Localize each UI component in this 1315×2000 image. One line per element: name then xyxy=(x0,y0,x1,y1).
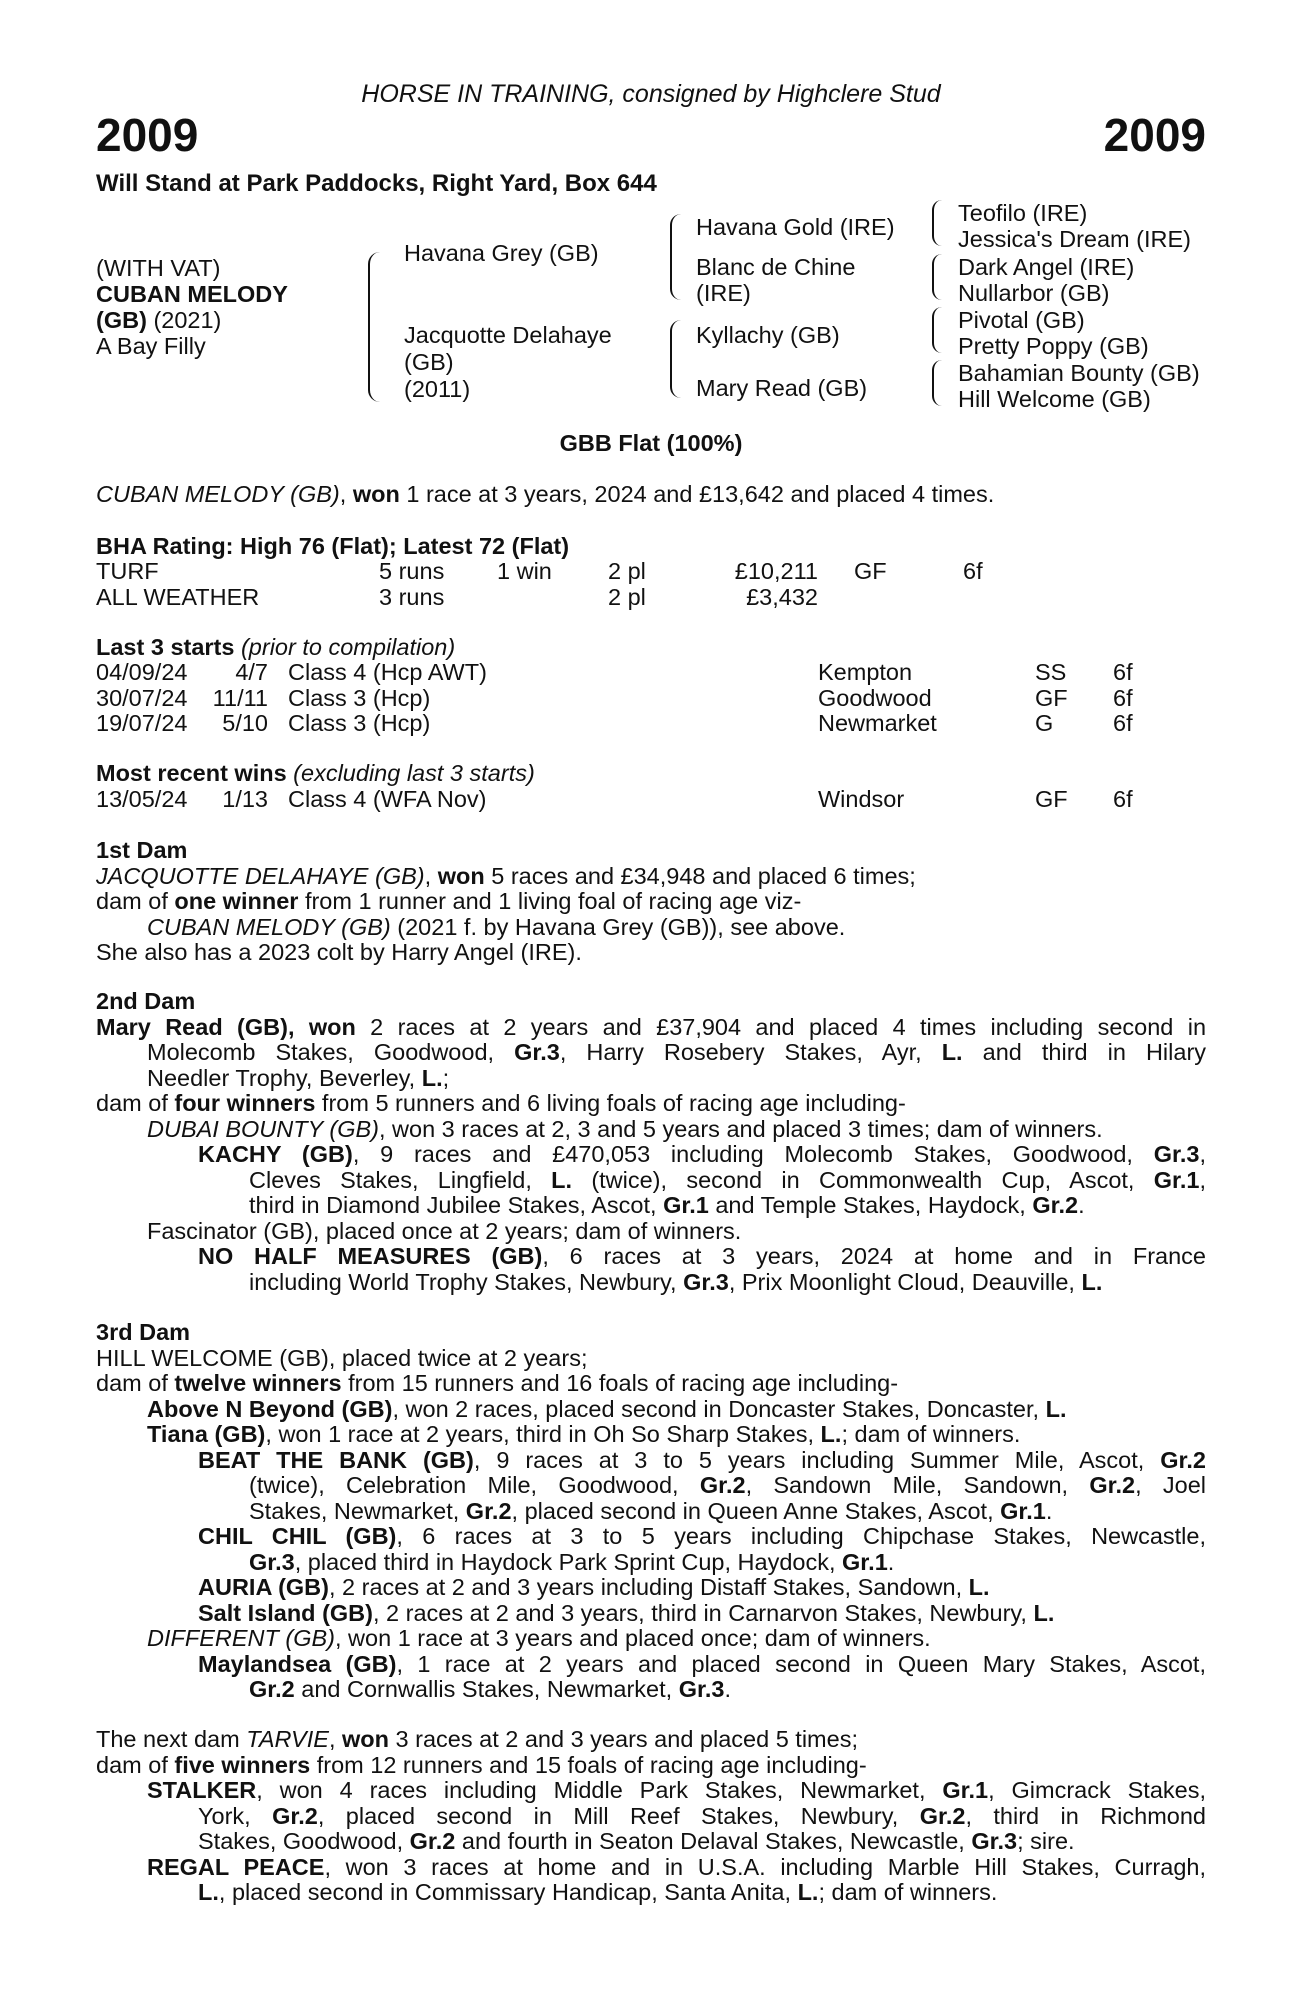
last-start-row-race: Class 3 (Hcp) xyxy=(288,684,431,711)
pedigree-brace-ss xyxy=(932,200,942,246)
grade-label: Gr.2 xyxy=(409,1828,456,1854)
third-dam-line3 xyxy=(96,1397,1206,1423)
next-dam-text: from 12 runners and 15 foals of racing age including- xyxy=(310,1751,867,1778)
produce-text: , won 3 races at 2, 3 and 5 years and placed 3 times; dam of winners. xyxy=(378,1115,1103,1142)
third-dam-line7 xyxy=(96,1499,1206,1525)
produce-name: Salt Island (GB) xyxy=(198,1599,373,1626)
produce-text: , 2 races at 2 and 3 years including Distaff Stakes, Sandown, xyxy=(328,1574,969,1600)
produce-name: REGAL PEACE xyxy=(147,1853,325,1880)
first-dam-line1 xyxy=(96,864,1206,890)
first-dam-text: dam of xyxy=(96,888,175,914)
grade-label: Gr.3 xyxy=(249,1548,295,1575)
second-dam-line8 xyxy=(96,1193,1206,1219)
summary-won: won xyxy=(352,481,400,507)
sds-name: Dark Angel (IRE) xyxy=(958,254,1135,280)
summary-horse-name: CUBAN MELODY (GB) xyxy=(96,481,340,507)
produce-text: and Cornwallis Stakes, Newmarket, xyxy=(294,1676,679,1702)
grade-label: L. xyxy=(1033,1599,1055,1626)
next-dam-line1 xyxy=(96,1727,1206,1753)
sire-sire-name: Havana Gold (IRE) xyxy=(696,214,895,240)
last-start-row-going: SS xyxy=(1035,659,1067,685)
third-dam-title: 3rd Dam xyxy=(96,1319,191,1345)
grade-label: L. xyxy=(198,1879,219,1905)
grade-label: L. xyxy=(941,1039,963,1065)
produce-text: and fourth in Seaton Delaval Stakes, Newcastle, xyxy=(455,1828,972,1854)
grade-label: Gr.2 xyxy=(699,1472,746,1498)
produce-text: , 2 races at 2 and 3 years, third in Carnarvon Stakes, Newbury, xyxy=(372,1599,1034,1626)
sire-dam-line2: (IRE) xyxy=(696,280,751,306)
produce-name: CUBAN MELODY (GB) xyxy=(147,913,391,940)
last-start-row-going: G xyxy=(1035,710,1054,736)
produce-text: Cleves Stakes, Lingfield, xyxy=(249,1166,552,1193)
grade-label: Gr.1 xyxy=(942,1777,989,1803)
recent-wins-heading xyxy=(96,760,535,787)
next-dam-line3 xyxy=(96,1778,1206,1804)
second-dam-won: , won xyxy=(287,1013,356,1040)
produce-text: , won 3 races at home and in U.S.A. including Marble Hill Stakes, Curragh, xyxy=(324,1853,1206,1880)
first-dam-sep: , xyxy=(424,862,438,889)
grade-label: Gr.2 xyxy=(919,1802,966,1829)
first-dam-title: 1st Dam xyxy=(96,837,188,863)
grade-label: L. xyxy=(551,1166,573,1193)
third-dam-line6 xyxy=(96,1473,1206,1499)
second-dam-line3 xyxy=(96,1066,1206,1092)
produce-text: , won 4 races including Middle Park Stakes, Newmarket, xyxy=(256,1777,943,1803)
last-start-row-pos: 5/10 xyxy=(222,710,268,736)
last-start-row-dist: 6f xyxy=(1113,659,1133,685)
first-dam-line3 xyxy=(96,915,1206,941)
recent-win-row-dist: 6f xyxy=(1113,786,1133,812)
second-dam-text: 2 races at 2 years and £37,904 and placed 4 times including second in xyxy=(355,1013,1207,1040)
rating-row-prize: £10,211 xyxy=(734,558,818,584)
produce-text: , won 1 race at 2 years, third in Oh So Sharp Stakes, xyxy=(265,1421,821,1447)
last-start-row-course: Kempton xyxy=(818,659,913,685)
produce-text: Stakes, Newmarket, xyxy=(249,1497,466,1524)
ss-parents xyxy=(958,200,1191,252)
second-dam-text: dam of xyxy=(96,1090,175,1116)
third-dam-line9 xyxy=(96,1550,1206,1576)
third-dam-line5 xyxy=(96,1448,1206,1474)
produce-text: , third in Richmond xyxy=(965,1802,1207,1829)
recent-win-row-date: 13/05/24 xyxy=(96,786,188,812)
dd-parents xyxy=(958,360,1200,412)
horse-description: A Bay Filly xyxy=(96,333,206,359)
third-dam-line4 xyxy=(96,1422,1206,1448)
recent-win-row-race: Class 4 (WFA Nov) xyxy=(288,786,487,812)
dss-name: Pivotal (GB) xyxy=(958,307,1085,333)
next-dam-won: won xyxy=(342,1726,389,1752)
second-dam-section xyxy=(96,989,1206,1295)
last-start-row-race: Class 3 (Hcp) xyxy=(288,710,431,736)
produce-name: CHIL CHIL (GB) xyxy=(198,1523,397,1549)
third-dam-line2 xyxy=(96,1371,1206,1397)
grade-label: Gr.3 xyxy=(514,1039,560,1065)
grade-label: Gr.3 xyxy=(683,1268,729,1295)
produce-text: , Prix Moonlight Cloud, Deauville, xyxy=(728,1268,1082,1295)
produce-text: , 9 races at 3 to 5 years including Summer Mile, Ascot, xyxy=(473,1446,1161,1473)
grade-label: Gr.2 xyxy=(465,1497,512,1524)
bha-rating-title: BHA Rating: High 76 (Flat); Latest 72 (Flat) xyxy=(96,533,570,559)
third-dam-line11 xyxy=(96,1601,1206,1627)
first-dam-text: from 1 runner and 1 living foal of racing age viz- xyxy=(298,888,802,914)
produce-text: , 1 race at 2 years and placed second in Queen Mary Stakes, Ascot, xyxy=(396,1650,1206,1677)
race-summary: CUBAN MELODY (GB), won 1 race at 3 years, 2024 and £13,642 and placed 4 times. xyxy=(96,481,995,507)
produce-name: NO HALF MEASURES (GB) xyxy=(198,1243,543,1269)
last-start-row-dist: 6f xyxy=(1113,684,1133,711)
dam-name xyxy=(404,322,612,403)
sss-name: Teofilo (IRE) xyxy=(958,200,1088,226)
pedigree-brace-sire xyxy=(670,214,681,300)
first-dam-winners: one winner xyxy=(174,888,299,914)
grade-label: L. xyxy=(421,1064,443,1091)
last-start-row-pos: 4/7 xyxy=(235,659,268,685)
last-start-row-date: 04/09/24 xyxy=(96,659,188,685)
rating-row-runs: 5 runs xyxy=(379,558,445,584)
last-start-row-going: GF xyxy=(1035,684,1068,711)
produce-text: , Joel xyxy=(1135,1472,1206,1498)
produce-text: (2021 f. by Havana Grey (GB)), see above. xyxy=(390,913,846,940)
second-dam-text: , Harry Rosebery Stakes, Ayr, xyxy=(559,1039,942,1065)
second-dam-line4 xyxy=(96,1091,1206,1117)
produce-text: , 6 races at 3 years, 2024 at home and in France xyxy=(542,1243,1206,1269)
produce-text: , won 1 race at 3 years and placed once; dam of winners. xyxy=(335,1625,931,1651)
third-dam-line14 xyxy=(96,1677,1206,1703)
grade-label: Gr.2 xyxy=(249,1676,295,1702)
sire-name: Havana Grey (GB) xyxy=(404,240,599,266)
pedigree-brace-main xyxy=(368,252,380,402)
grade-label: Gr.2 xyxy=(272,1802,318,1829)
grade-label: L. xyxy=(820,1421,842,1447)
pedigree-brace-ds xyxy=(932,307,942,353)
produce-text: . xyxy=(724,1676,731,1702)
grade-label: Gr.2 xyxy=(1032,1192,1079,1218)
first-dam-line4: She also has a 2023 colt by Harry Angel (IRE). xyxy=(96,939,582,965)
second-dam-text: Needler Trophy, Beverley, xyxy=(147,1064,422,1091)
recent-win-row-course: Windsor xyxy=(818,786,905,812)
second-dam-name: Mary Read (GB) xyxy=(96,1013,288,1040)
last-starts-title: Last 3 starts xyxy=(96,634,235,660)
pedigree-brace-sd xyxy=(932,254,942,300)
grade-label: L. xyxy=(797,1879,819,1905)
produce-text: , placed second in Queen Anne Stakes, Ascot, xyxy=(511,1497,1001,1524)
pedigree-brace-dd xyxy=(932,360,942,406)
grade-label: Gr.1 xyxy=(1153,1166,1200,1193)
pedigree-brace-dam xyxy=(670,320,681,398)
summary-rest: 1 race at 3 years, 2024 and £13,642 and placed 4 times. xyxy=(399,481,995,507)
second-dam-line9: Fascinator (GB), placed once at 2 years; dam of winners. xyxy=(147,1217,742,1244)
next-dam-line4 xyxy=(96,1804,1206,1830)
recent-wins-note: (excluding last 3 starts) xyxy=(286,760,535,786)
horse-year: (2021) xyxy=(153,307,222,333)
next-dam-line7 xyxy=(96,1880,1206,1906)
second-dam-title: 2nd Dam xyxy=(96,988,196,1014)
rating-row-surface: TURF xyxy=(96,558,159,584)
grade-label: L. xyxy=(1081,1268,1103,1295)
dam-sire-name: Kyllachy (GB) xyxy=(696,322,840,348)
next-dam-text: 3 races at 2 and 3 years and placed 5 times; xyxy=(389,1726,858,1752)
grade-label: Gr.1 xyxy=(663,1192,709,1218)
dam-name-line2: (GB) xyxy=(404,349,454,375)
stand-location: Will Stand at Park Paddocks, Right Yard, Box 644 xyxy=(96,170,657,197)
third-dam-winners: twelve winners xyxy=(174,1370,342,1396)
produce-text: , 6 races at 3 to 5 years including Chipchase Stakes, Newcastle, xyxy=(396,1523,1206,1549)
last-start-row-date: 19/07/24 xyxy=(96,710,188,736)
grade-label: Gr.2 xyxy=(1089,1472,1136,1498)
produce-text: and Temple Stakes, Haydock, xyxy=(708,1192,1033,1218)
first-dam-rest: 5 races and £34,948 and placed 6 times; xyxy=(484,862,916,889)
third-dam-line8 xyxy=(96,1524,1206,1550)
third-dam-section xyxy=(96,1320,1206,1703)
last-starts-note: (prior to compilation) xyxy=(234,634,456,660)
rating-row-pl: 2 pl xyxy=(608,558,646,584)
produce-name: AURIA (GB) xyxy=(198,1574,329,1600)
second-dam-line2 xyxy=(96,1040,1206,1066)
produce-text: , placed third in Haydock Park Sprint Cup, Haydock, xyxy=(294,1548,843,1575)
produce-name: DIFFERENT (GB) xyxy=(147,1625,335,1651)
rating-row-surface: ALL WEATHER xyxy=(96,583,260,610)
produce-text: , 9 races and £470,053 including Molecomb Stakes, Goodwood, xyxy=(352,1141,1154,1167)
third-dam-line13 xyxy=(96,1652,1206,1678)
third-dam-text: from 15 runners and 16 foals of racing age including- xyxy=(341,1370,899,1396)
last-start-row-pos: 11/11 xyxy=(212,684,268,711)
third-dam-line12 xyxy=(96,1626,1206,1652)
grade-label: L. xyxy=(968,1574,990,1600)
recent-win-row-going: GF xyxy=(1035,786,1068,812)
third-dam-text: dam of xyxy=(96,1370,175,1396)
produce-text: York, xyxy=(198,1802,273,1829)
second-dam-text: Molecomb Stakes, Goodwood, xyxy=(147,1039,515,1065)
produce-text: , Sandown Mile, Sandown, xyxy=(745,1472,1090,1498)
second-dam-text: from 5 runners and 6 living foals of racing age including- xyxy=(315,1090,906,1116)
produce-name: STALKER xyxy=(147,1777,257,1803)
sd-parents xyxy=(958,254,1134,306)
produce-text: ; dam of winners. xyxy=(818,1879,998,1905)
next-dam-winners: five winners xyxy=(174,1751,311,1778)
produce-name: Maylandsea (GB) xyxy=(198,1650,397,1677)
produce-text: (twice), Celebration Mile, Goodwood, xyxy=(249,1472,700,1498)
recent-wins-title: Most recent wins xyxy=(96,760,287,786)
produce-text: including World Trophy Stakes, Newbury, xyxy=(249,1268,684,1295)
catalogue-page xyxy=(96,0,1206,2000)
produce-text: , won 2 races, placed second in Doncaster Stakes, Doncaster, xyxy=(392,1395,1046,1422)
produce-text: ; sire. xyxy=(1017,1828,1075,1854)
horse-name: CUBAN MELODY xyxy=(96,281,288,307)
next-dam-text: dam of xyxy=(96,1751,175,1778)
rating-row-wins: 1 win xyxy=(497,558,552,584)
ddd-name: Hill Welcome (GB) xyxy=(958,386,1151,412)
second-dam-line11 xyxy=(96,1270,1206,1296)
produce-text: . xyxy=(1045,1497,1053,1524)
second-dam-line1 xyxy=(96,1015,1206,1041)
last-start-row-course: Newmarket xyxy=(818,710,937,736)
second-dam-text: and third in Hilary xyxy=(962,1039,1207,1065)
second-dam-line7 xyxy=(96,1168,1206,1194)
last-start-row-date: 30/07/24 xyxy=(96,684,188,711)
produce-text: , placed second in Commissary Handicap, Santa Anita, xyxy=(218,1879,798,1905)
sdd-name: Nullarbor (GB) xyxy=(958,280,1110,306)
produce-text: Stakes, Goodwood, xyxy=(198,1828,410,1854)
produce-text: . xyxy=(1078,1192,1085,1218)
next-dam-section xyxy=(96,1727,1206,1906)
grade-label: Gr.3 xyxy=(1153,1141,1200,1167)
produce-text: , placed second in Mill Reef Stakes, Newbury, xyxy=(317,1802,920,1829)
vat-note: (WITH VAT) xyxy=(96,255,221,281)
last-start-row-course: Goodwood xyxy=(818,684,932,711)
third-dam-line10 xyxy=(96,1575,1206,1601)
horse-suffix: (GB) xyxy=(96,307,147,333)
produce-text: , xyxy=(1199,1166,1206,1193)
produce-text: , xyxy=(1199,1141,1206,1167)
rating-row-runs: 3 runs xyxy=(379,583,445,610)
last-start-row-dist: 6f xyxy=(1113,710,1133,736)
recent-win-row-pos: 1/13 xyxy=(222,786,268,812)
consignment-heading: HORSE IN TRAINING, consigned by Highclere Stud xyxy=(361,80,941,108)
produce-text: (twice), second in Commonwealth Cup, Ascot, xyxy=(572,1166,1154,1193)
ssd-name: Jessica's Dream (IRE) xyxy=(958,226,1191,252)
sire-dam-line1: Blanc de Chine xyxy=(696,254,856,280)
sire-dam-name xyxy=(696,254,855,306)
next-dam-text: The next dam xyxy=(96,1726,247,1752)
produce-name: DUBAI BOUNTY (GB) xyxy=(147,1115,379,1142)
next-dam-line6 xyxy=(96,1855,1206,1881)
produce-text: ; dam of winners. xyxy=(841,1421,1021,1447)
grade-label: L. xyxy=(1045,1395,1067,1422)
next-dam-sep: , xyxy=(328,1726,342,1752)
produce-text: , Gimcrack Stakes, xyxy=(988,1777,1206,1803)
grade-label: Gr.1 xyxy=(842,1548,888,1575)
second-dam-winners: four winners xyxy=(174,1090,316,1116)
produce-name: KACHY (GB) xyxy=(198,1141,353,1167)
produce-name: BEAT THE BANK (GB) xyxy=(198,1446,474,1473)
produce-text: . xyxy=(887,1548,895,1575)
first-dam-line2 xyxy=(96,889,1206,915)
produce-name: Tiana (GB) xyxy=(147,1421,266,1447)
ds-parents xyxy=(958,307,1149,359)
second-dam-line10 xyxy=(96,1244,1206,1270)
dds-name: Bahamian Bounty (GB) xyxy=(958,360,1200,386)
horse-origin xyxy=(96,307,288,333)
dam-dam-name: Mary Read (GB) xyxy=(696,375,868,401)
second-dam-line5 xyxy=(96,1117,1206,1143)
next-dam-name: TARVIE xyxy=(246,1726,329,1752)
first-dam-section xyxy=(96,838,1206,966)
grade-label: Gr.3 xyxy=(678,1676,725,1702)
next-dam-line2 xyxy=(96,1753,1206,1779)
first-dam-won: won xyxy=(437,862,485,889)
rating-row-going: GF xyxy=(854,558,887,584)
first-dam-name: JACQUOTTE DELAHAYE (GB) xyxy=(96,862,425,889)
lot-number-right: 2009 xyxy=(1103,109,1206,161)
rating-row-dist: 6f xyxy=(963,558,983,584)
produce-name: Above N Beyond (GB) xyxy=(147,1395,393,1422)
third-dam-line1: HILL WELCOME (GB), placed twice at 2 years; xyxy=(96,1344,588,1371)
dsd-name: Pretty Poppy (GB) xyxy=(958,333,1149,359)
produce-text: third in Diamond Jubilee Stakes, Ascot, xyxy=(249,1192,664,1218)
last-start-row-race: Class 4 (Hcp AWT) xyxy=(288,659,487,685)
gbb-rating: GBB Flat (100%) xyxy=(559,430,743,456)
grade-label: Gr.3 xyxy=(971,1828,1018,1854)
dam-name-line3: (2011) xyxy=(404,376,471,402)
horse-identity xyxy=(96,255,288,359)
last-starts-heading xyxy=(96,634,455,661)
next-dam-line5 xyxy=(96,1829,1206,1855)
grade-label: Gr.2 xyxy=(1160,1446,1206,1473)
grade-label: Gr.1 xyxy=(1000,1497,1046,1524)
dam-name-line1: Jacquotte Delahaye xyxy=(404,322,612,348)
lot-number-left: 2009 xyxy=(96,109,199,161)
second-dam-line6 xyxy=(96,1142,1206,1168)
second-dam-text: ; xyxy=(442,1064,450,1091)
rating-row-pl: 2 pl xyxy=(608,583,646,610)
rating-row-prize: £3,432 xyxy=(746,583,818,610)
